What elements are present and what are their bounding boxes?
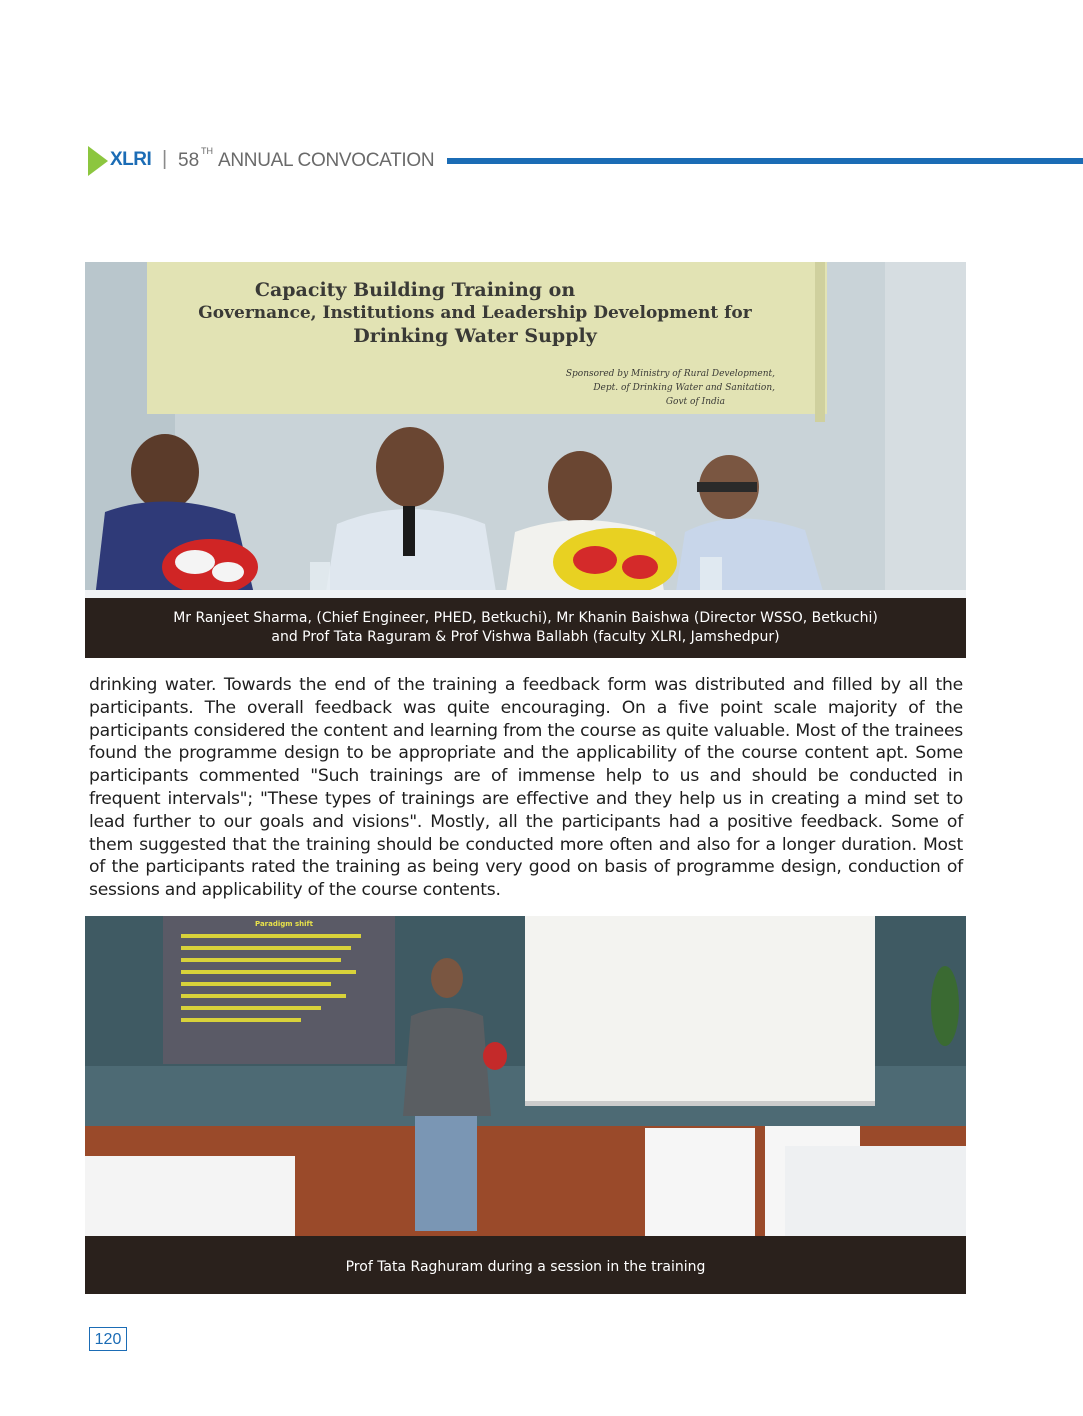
banner-sponsor-line-2: Dept. of Drinking Water and Sanitation, (593, 383, 775, 393)
convocation-number: 58 (178, 150, 200, 171)
photo-2-caption (85, 1236, 966, 1294)
header-separator: | (162, 148, 168, 170)
xlri-logo: XLRI (110, 149, 152, 170)
banner-title-line-2: Governance, Institutions and Leadership Development for (198, 303, 752, 323)
training-session-photo (85, 916, 966, 1236)
photo-1-caption-line-2: and Prof Tata Raguram & Prof Vishwa Ballabh (faculty XLRI, Jamshedpur) (271, 629, 780, 645)
banner-sponsor-line-1: Sponsored by Ministry of Rural Development, (565, 369, 775, 379)
banner-title-line-1: Capacity Building Training on (254, 279, 576, 301)
photo-1-caption (85, 598, 966, 658)
page-number: 120 (89, 1327, 127, 1351)
photo-1-caption-line-1: Mr Ranjeet Sharma, (Chief Engineer, PHED, Betkuchi), Mr Khanin Baishwa (Director WSSO, Betkuchi) (173, 610, 878, 626)
xlri-logo-arrow-icon (88, 146, 108, 176)
header-rule (447, 158, 1083, 164)
banner-sponsor-line-3: Govt of India (665, 397, 725, 407)
page-header (88, 144, 1083, 176)
body-paragraph: drinking water. Towards the end of the training a feedback form was distributed and filled by all the participants. The overall feedback was quite encouraging. On a five point scale majority of the participants considered the content and learning from the course as quite valuable. Most of the trainees found the programme design to be appropriate and the applicability of the course content apt. Some participants commented "Such trainings are of immense help to us and should be conducted in frequent intervals"; "These types of trainings are effective and they help us in creating a mind set to lead further to our goals and visions". Mostly, all the participants had a positive feedback. Some of them suggested that the training should be conducted more often and also for a longer duration. Most of the participants rated the training as being very good on basis of programme design, conduction of sessions and applicability of the course contents. (89, 675, 963, 901)
photo-2-caption-text: Prof Tata Raghuram during a session in the training (345, 1259, 706, 1275)
convocation-number-suffix: TH (201, 146, 213, 156)
banner-title-line-3: Drinking Water Supply (353, 325, 597, 347)
header-title: ANNUAL CONVOCATION (218, 150, 435, 171)
slide-title: Paradigm shift (255, 920, 313, 928)
panel-discussion-photo (85, 262, 966, 598)
